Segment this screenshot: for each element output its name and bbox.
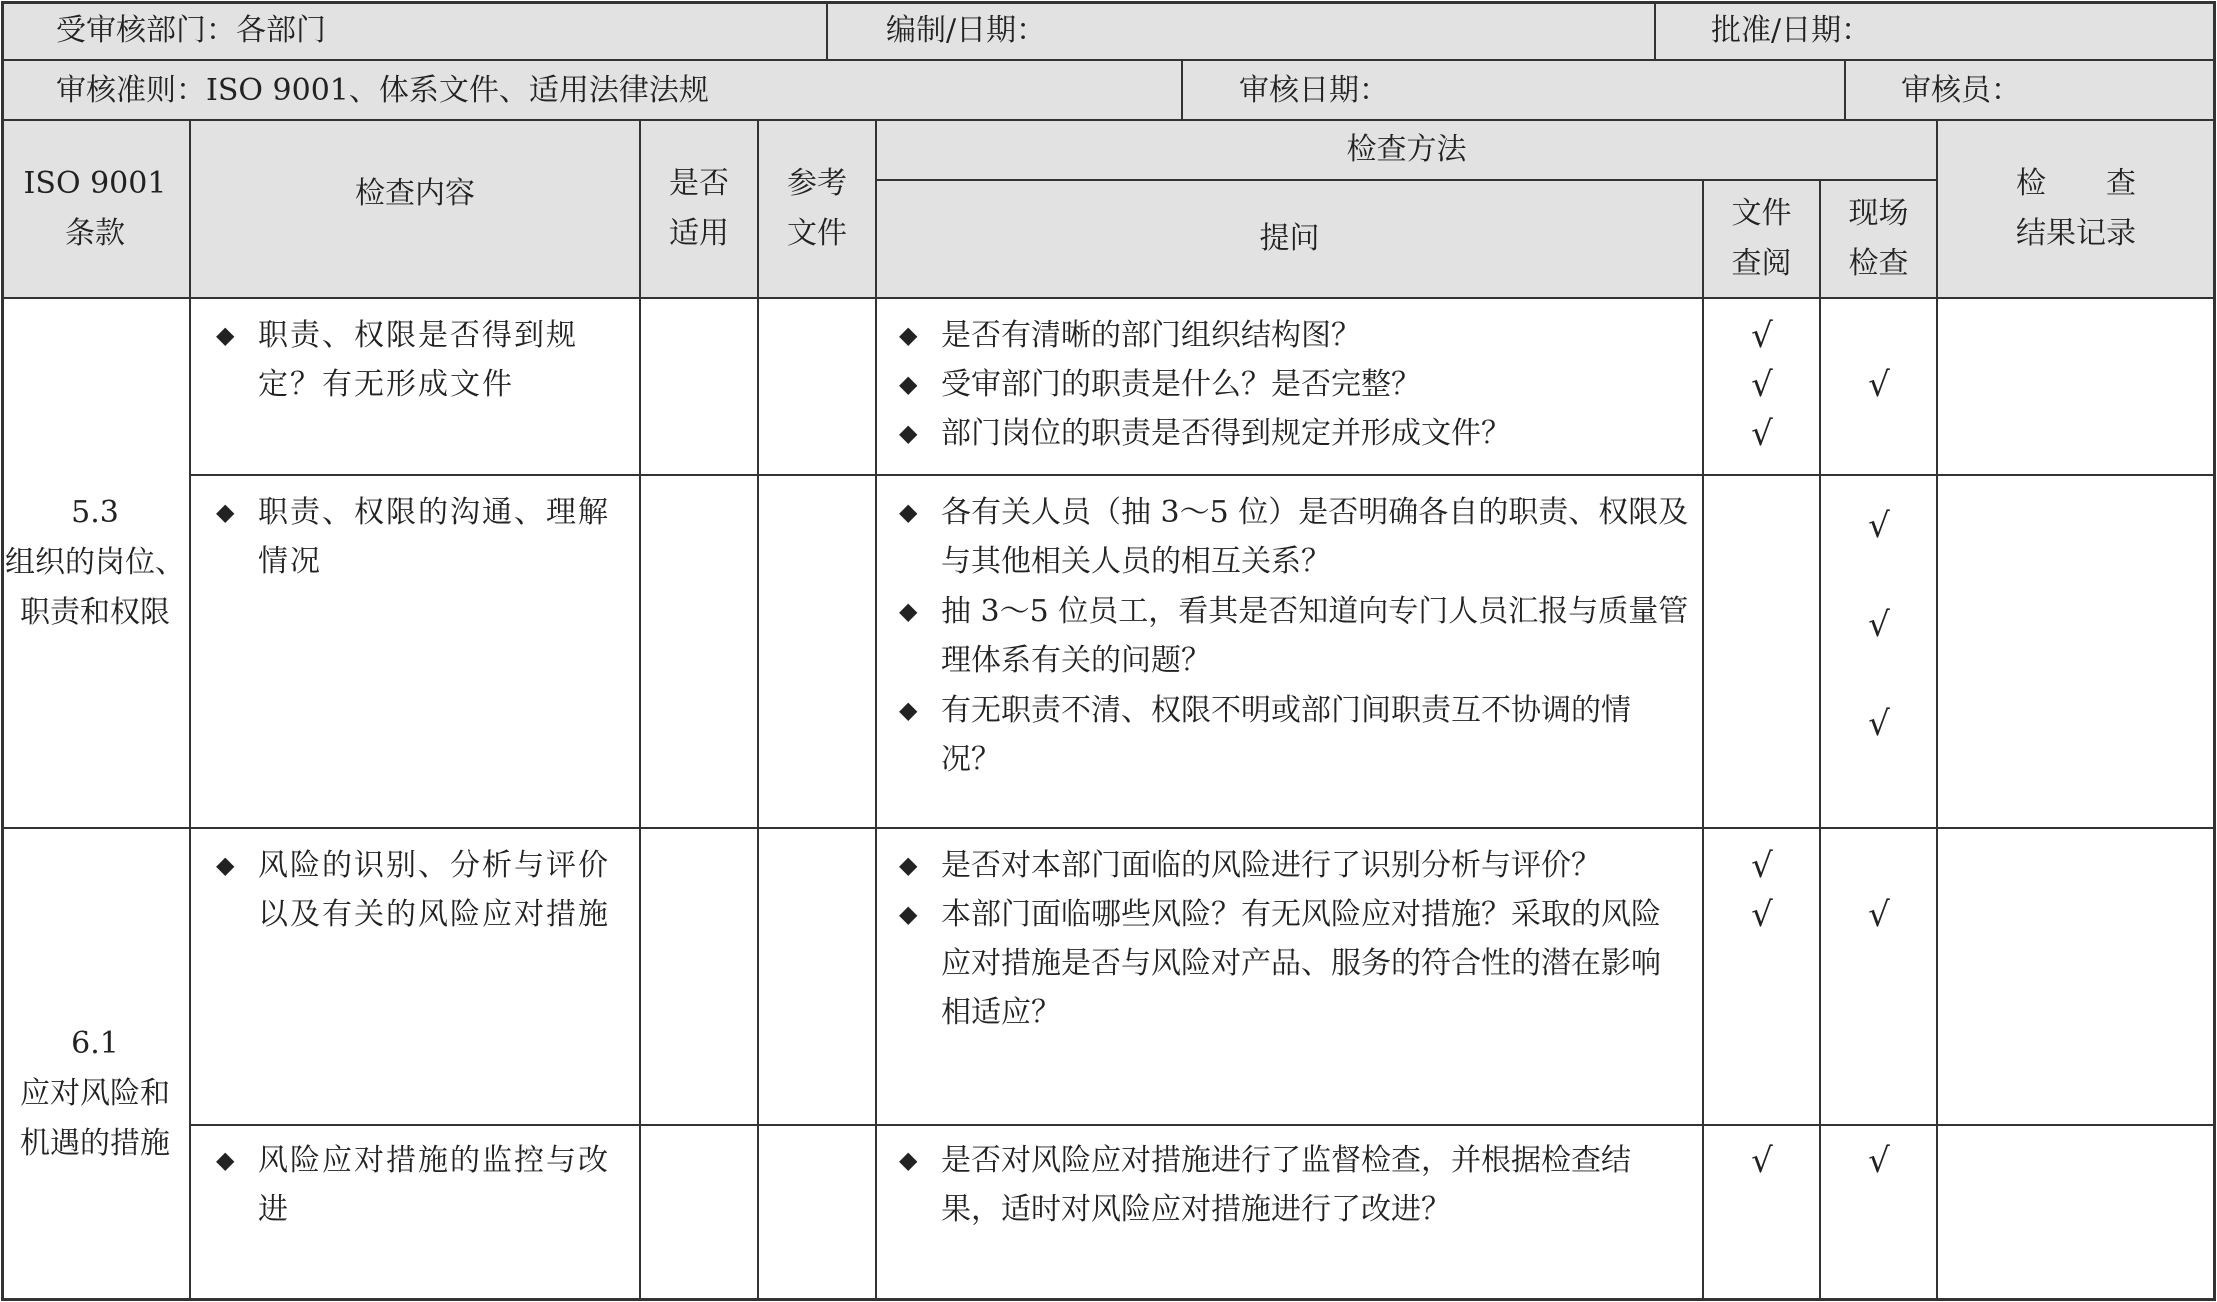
question-text: 有无职责不清、权限不明或部门间职责互不协调的情况？	[941, 693, 1631, 777]
reference-cell[interactable]	[759, 476, 877, 829]
clause-title-line1: 组织的岗位、	[5, 545, 185, 580]
doc-review-header	[1704, 181, 1821, 299]
check-mark-icon: √	[1868, 506, 1890, 546]
bullet-icon: ◆	[899, 321, 918, 349]
content-cell	[191, 476, 641, 829]
question-cell	[877, 1126, 1704, 1301]
question-item	[899, 409, 1689, 458]
audit-date-cell	[1183, 61, 1846, 121]
content-cell	[191, 829, 641, 1126]
question-item	[899, 1136, 1689, 1234]
content-cell	[191, 1126, 641, 1301]
approve-date-label: 批准/日期：	[1711, 13, 1872, 48]
bullet-icon: ◆	[899, 370, 918, 398]
question-text: 本部门面临哪些风险？有无风险应对措施？采取的风险应对措施是否与风险对产品、服务的符合性的潜在影响相适应？	[941, 897, 1661, 1030]
question-cell	[877, 299, 1704, 476]
bullet-icon: ◆	[899, 900, 918, 928]
content-text: 职责、权限是否得到规定？有无形成文件	[258, 318, 578, 402]
applicable-header	[641, 121, 759, 299]
bullet-icon: ◆	[216, 498, 235, 526]
result-header-line1: 检 查	[2016, 166, 2136, 201]
content-header	[191, 121, 641, 299]
check-mark-icon: √	[1868, 1141, 1890, 1181]
audit-table	[1, 1, 2216, 1301]
result-cell[interactable]	[1938, 829, 2216, 1126]
audit-date-label: 审核日期：	[1239, 73, 1389, 108]
result-cell[interactable]	[1938, 299, 2216, 476]
check-mark-icon: √	[1751, 414, 1773, 454]
reference-cell[interactable]	[759, 299, 877, 476]
reference-header	[759, 121, 877, 299]
question-cell	[877, 829, 1704, 1126]
question-item	[899, 587, 1689, 685]
reference-header-line2: 文件	[787, 216, 847, 251]
doc-review-cell	[1704, 829, 1821, 1126]
content-item	[216, 1136, 616, 1234]
question-item	[899, 890, 1689, 1037]
doc-review-cell	[1704, 299, 1821, 476]
content-text: 风险的识别、分析与评价以及有关的风险应对措施	[258, 848, 610, 932]
content-header-label: 检查内容	[355, 176, 475, 211]
auditor-cell	[1846, 61, 2216, 121]
site-check-cell	[1821, 829, 1938, 1126]
content-text: 风险应对措施的监控与改进	[258, 1143, 610, 1227]
reference-cell[interactable]	[759, 829, 877, 1126]
doc-review-header-line1: 文件	[1731, 196, 1792, 231]
reference-header-line1: 参考	[787, 166, 847, 201]
question-item	[899, 360, 1689, 409]
question-text: 各有关人员（抽 3～5 位）是否明确各自的职责、权限及与其他相关人员的相互关系？	[941, 495, 1689, 579]
dept-cell	[1, 1, 828, 61]
check-mark-icon: √	[1868, 704, 1890, 744]
question-text: 受审部门的职责是什么？是否完整？	[941, 367, 1421, 402]
question-item	[899, 841, 1689, 890]
site-check-header	[1821, 181, 1938, 299]
site-check-cell	[1821, 476, 1938, 829]
question-text: 抽 3～5 位员工，看其是否知道向专门人员汇报与质量管理体系有关的问题？	[941, 594, 1689, 678]
doc-review-header-line2: 查阅	[1731, 246, 1792, 281]
applicable-cell[interactable]	[641, 299, 759, 476]
check-mark-icon: √	[1751, 316, 1773, 356]
question-item	[899, 488, 1689, 586]
result-cell[interactable]	[1938, 476, 2216, 829]
check-mark-icon: √	[1751, 365, 1773, 405]
question-header-label: 提问	[1259, 221, 1320, 256]
clause-header-line1: ISO 9001	[23, 166, 167, 201]
result-header-line2: 结果记录	[2016, 216, 2136, 251]
reference-cell[interactable]	[759, 1126, 877, 1301]
question-cell	[877, 476, 1704, 829]
question-text: 部门岗位的职责是否得到规定并形成文件？	[941, 416, 1511, 451]
question-text: 是否对本部门面临的风险进行了识别分析与评价？	[941, 848, 1601, 883]
applicable-header-line2: 适用	[669, 216, 729, 251]
applicable-cell[interactable]	[641, 829, 759, 1126]
clause-title-line2: 机遇的措施	[20, 1126, 170, 1161]
clause-cell-6-1	[1, 829, 191, 1301]
criteria-cell	[1, 61, 1183, 121]
bullet-icon: ◆	[899, 851, 918, 879]
clause-header	[1, 121, 191, 299]
content-item	[216, 311, 616, 409]
bullet-icon: ◆	[899, 696, 918, 724]
bullet-icon: ◆	[216, 1146, 235, 1174]
approve-date-cell	[1656, 1, 2216, 61]
clause-number: 5.3	[71, 495, 119, 530]
bullet-icon: ◆	[899, 597, 918, 625]
site-check-cell	[1821, 299, 1938, 476]
result-header	[1938, 121, 2216, 299]
question-item	[899, 686, 1689, 784]
method-header	[877, 121, 1938, 181]
clause-cell-5-3	[1, 299, 191, 829]
question-text: 是否对风险应对措施进行了监督检查，并根据检查结果，适时对风险应对措施进行了改进？	[941, 1143, 1631, 1227]
content-text: 职责、权限的沟通、理解情况	[258, 495, 610, 579]
auditor-label: 审核员：	[1901, 73, 2021, 108]
check-mark-icon: √	[1868, 365, 1890, 405]
bullet-icon: ◆	[899, 419, 918, 447]
site-check-header-line1: 现场	[1848, 196, 1909, 231]
check-mark-icon: √	[1751, 895, 1773, 935]
site-check-cell	[1821, 1126, 1938, 1301]
check-mark-icon: √	[1868, 895, 1890, 935]
check-mark-icon: √	[1751, 846, 1773, 886]
site-check-header-line2: 检查	[1848, 246, 1909, 281]
question-header	[877, 181, 1704, 299]
bullet-icon: ◆	[899, 1146, 918, 1174]
clause-title-line2: 职责和权限	[20, 595, 170, 630]
clause-header-line2: 条款	[65, 216, 125, 251]
question-text: 是否有清晰的部门组织结构图？	[941, 318, 1361, 353]
edit-date-cell	[828, 1, 1656, 61]
check-mark-icon: √	[1868, 605, 1890, 645]
applicable-cell[interactable]	[641, 1126, 759, 1301]
edit-date-label: 编制/日期：	[886, 13, 1047, 48]
clause-number: 6.1	[71, 1026, 119, 1061]
question-item	[899, 311, 1689, 360]
check-mark-icon: √	[1751, 1141, 1773, 1181]
applicable-cell[interactable]	[641, 476, 759, 829]
content-item	[216, 841, 616, 939]
dept-label: 受审核部门：各部门	[56, 13, 326, 48]
bullet-icon: ◆	[216, 851, 235, 879]
criteria-label: 审核准则：ISO 9001、体系文件、适用法律法规	[56, 73, 709, 108]
bullet-icon: ◆	[216, 321, 235, 349]
applicable-header-line1: 是否	[669, 166, 729, 201]
content-item	[216, 488, 616, 586]
method-header-label: 检查方法	[1346, 132, 1467, 167]
result-cell[interactable]	[1938, 1126, 2216, 1301]
doc-review-cell	[1704, 1126, 1821, 1301]
doc-review-cell	[1704, 476, 1821, 829]
content-cell	[191, 299, 641, 476]
bullet-icon: ◆	[899, 498, 918, 526]
clause-title-line1: 应对风险和	[20, 1076, 170, 1111]
